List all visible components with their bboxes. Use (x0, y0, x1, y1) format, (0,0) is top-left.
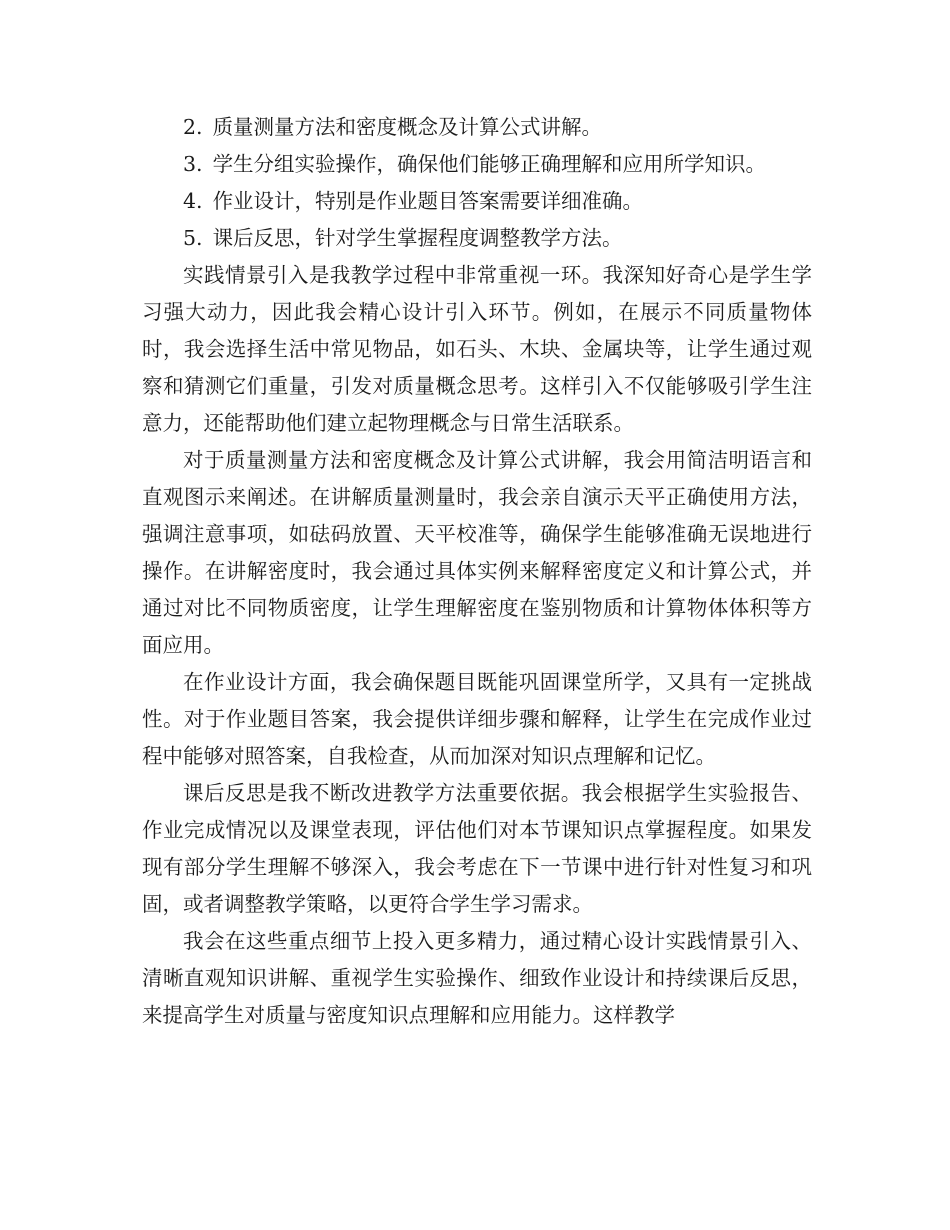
list-item (142, 146, 812, 183)
list-item (142, 183, 812, 220)
paragraph-scenario-introduction: 实践情景引入是我教学过程中非常重视一环。我深知好奇心是学生学习强大动力，因此我会精心设计引入环节。例如，在展示不同质量物体时，我会选择生活中常见物品，如石头、木块、金属块等，让学生通过观察和猜测它们重量，引发对质量概念思考。这样引入不仅能够吸引学生注意力，还能帮助他们建立起物理概念与日常生活联系。 (142, 263, 812, 435)
list-text: 质量测量方法和密度概念及计算公式讲解。 (212, 115, 603, 139)
paragraph-homework-design: 在作业设计方面，我会确保题目既能巩固课堂所学，又具有一定挑战性。对于作业题目答案，我会提供详细步骤和解释，让学生在完成作业过程中能够对照答案，自我检查，从而加深对知识点理解和记忆。 (142, 670, 812, 768)
list-number: 4. (183, 189, 203, 213)
list-text: 作业设计，特别是作业题目答案需要详细准确。 (212, 189, 644, 213)
list-text: 学生分组实验操作，确保他们能够正确理解和应用所学知识。 (212, 152, 767, 176)
list-number: 3. (183, 152, 203, 176)
list-text: 课后反思，针对学生掌握程度调整教学方法。 (212, 226, 623, 250)
list-item (142, 220, 812, 257)
paragraph-reflection: 课后反思是我不断改进教学方法重要依据。我会根据学生实验报告、作业完成情况以及课堂表现，评估他们对本节课知识点掌握程度。如果发现有部分学生理解不够深入，我会考虑在下一节课中进行针对性复习和巩固，或者调整教学策略，以更符合学生学习需求。 (142, 781, 812, 916)
list-number: 2. (183, 115, 203, 139)
list-item (142, 109, 812, 146)
list-number: 5. (183, 226, 203, 250)
document-body (142, 109, 812, 1034)
paragraph-measurement-density: 对于质量测量方法和密度概念及计算公式讲解，我会用简洁明语言和直观图示来阐述。在讲解质量测量时，我会亲自演示天平正确使用方法，强调注意事项，如砝码放置、天平校准等，确保学生能够准确无误地进行操作。在讲解密度时，我会通过具体实例来解释密度定义和计算公式，并通过对比不同物质密度，让学生理解密度在鉴别物质和计算物体体积等方面应用。 (142, 448, 812, 657)
paragraph-summary: 我会在这些重点细节上投入更多精力，通过精心设计实践情景引入、清晰直观知识讲解、重视学生实验操作、细致作业设计和持续课后反思，来提高学生对质量与密度知识点理解和应用能力。这样教学 (142, 929, 812, 1027)
